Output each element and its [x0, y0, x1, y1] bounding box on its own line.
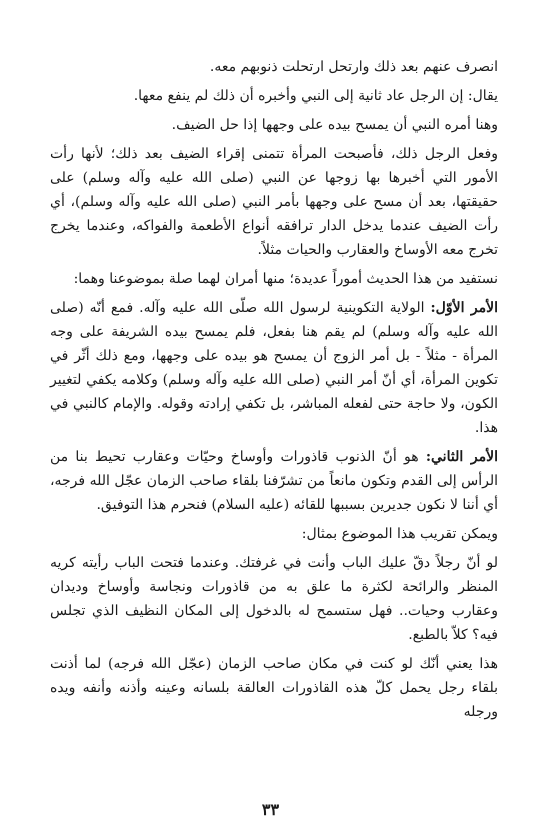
page-number: ٣٣	[261, 800, 280, 819]
paragraph-6: الأمر الأوّل: الولاية التكوينية لرسول الله صلّى الله عليه وآله. فمع أنّه (صلى الله عليه وآله وسلم) لم يقم هنا بفعل، فلم يمسح بيده الشريفة على وجه المرأة - مثلاً - بل أمر الزوج أن يمسح هو بيده على وجهها، ومع ذلك أثّر في تكوين المرأة، أي أنّ أمر النبي (صلى الله عليه وآله وسلم) وكلامه يكفي لتغيير الكون، ولا حاجة حتى لفعله المباشر، بل تكفي إرادته وقوله. والإمام كالنبي في هذا.	[50, 300, 498, 436]
paragraph-4: وفعل الرجل ذلك، فأصبحت المرأة تتمنى إقراء الضيف بعد ذلك؛ لأنها رأت الأمور التي أخبرها بها زوجها عن النبي (صلى الله عليه وآله وسلم) على حقيقتها، بعد أن مسح على وجهها بأمر النبي (صلى الله عليه وآله وسلم)، أي رأت الضيف عندما يدخل الدار ترافقه أنواع الأطعمة والفواكه، وعندما يخرج تخرج معه الأوساخ والعقارب والحيات مثلاً.	[50, 146, 498, 258]
paragraph-1: انصرف عنهم بعد ذلك وارتحل ارتحلت ذنوبهم معه.	[209, 59, 498, 75]
paragraph-3: وهنا أمره النبي أن يمسح بيده على وجهها إذا حل الضيف.	[171, 117, 498, 133]
paragraph-10: هذا يعني أنّك لو كنت في مكان صاحب الزمان (عجّل الله فرجه) لما أذنت بلقاء رجل يحمل كلّ هذه القاذورات العالقة بلسانه وعينه وأذنه وأنفه ويده ورجله	[50, 656, 498, 720]
section-lead-second: الأمر الثاني:	[425, 449, 498, 465]
paragraph-7: الأمر الثاني: هو أنّ الذنوب قاذورات وأوساخ وحيّات وعقارب تحيط بنا من الرأس إلى القدم وتكون مانعاً من تشرّفنا بلقاء صاحب الزمان عجّل الله فرجه، أي أننا لا نكون جديرين بسببها للقائه (عليه السلام) فنحرم هذا التوفيق.	[50, 449, 498, 513]
document-body	[50, 55, 498, 729]
paragraph-9: لو أنّ رجلاً دقّ عليك الباب وأنت في غرفتك. وعندما فتحت الباب رأيته كريه المنظر والرائحة لكثرة ما علق به من قاذورات ونجاسة وأوساخ وديدان وعقارب وحيات.. فهل ستسمح له بالدخول إلى المكان النظيف الذي تجلس فيه؟ كلاّ بالطبع.	[50, 555, 498, 643]
paragraph-8: ويمكن تقريب هذا الموضوع بمثال:	[301, 526, 498, 542]
paragraph-5: نستفيد من هذا الحديث أموراً عديدة؛ منها أمران لهما صلة بموضوعنا وهما:	[73, 271, 498, 287]
section-lead-first: الأمر الأوّل:	[430, 300, 498, 316]
paragraph-2: يقال: إن الرجل عاد ثانية إلى النبي وأخبره أن ذلك لم ينفع معها.	[133, 88, 498, 104]
